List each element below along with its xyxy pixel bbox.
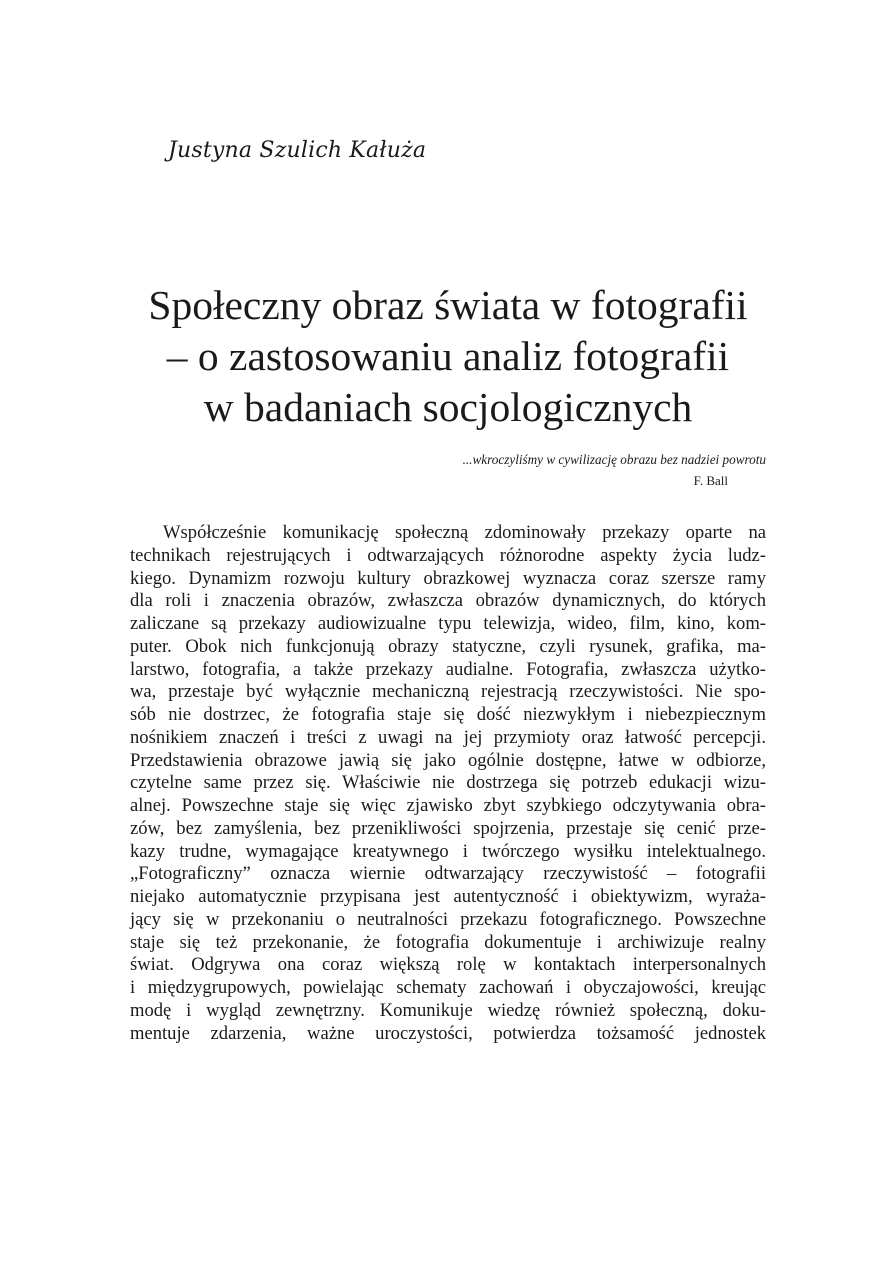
text-line: puter. Obok nich funkcjonują obrazy statyczne, czyli rysunek, grafika, ma- — [130, 635, 766, 657]
epigraph-quote: ...wkroczyliśmy w cywilizację obrazu bez nadziei powrotu — [462, 452, 766, 467]
text-line: alnej. Powszechne staje się więc zjawisko zbyt szybkiego odczytywania obra- — [130, 795, 766, 816]
text-line: kazy trudne, wymagające kreatywnego i twórczego wysiłku intelektualnego. — [130, 840, 766, 862]
text-line: mentuje zdarzenia, ważne uroczystości, potwierdza tożsamość jednostek — [130, 1022, 766, 1044]
author-name: Justyna Szulich Kałuża — [168, 138, 427, 163]
text-line: modę i wygląd zewnętrzny. Komunikuje wiedzę również społeczną, doku- — [130, 999, 766, 1021]
text-line: nośnikiem znaczeń i treści z uwagi na jej przymioty oraz łatwość percepcji. — [130, 726, 766, 748]
text-line: sób nie dostrzec, że fotografia staje się dość niezwykłym i niebezpiecznym — [130, 704, 766, 725]
text-line: zaliczane są przekazy audiowizualne typu telewizja, wideo, film, kino, kom- — [130, 613, 766, 634]
text-line: wa, przestaje być wyłącznie mechaniczną rejestracją rzeczywistości. Nie spo- — [130, 681, 766, 703]
text-line: Współcześnie komunikację społeczną zdominowały przekazy oparte na — [163, 522, 766, 543]
text-line: larstwo, fotografia, a także przekazy audialne. Fotografia, zwłaszcza użytko- — [130, 658, 766, 680]
text-line: i międzygrupowych, powielając schematy zachowań i obyczajowości, kreując — [130, 977, 766, 998]
title-line: – o zastosowaniu analiz fotografii — [166, 333, 730, 379]
epigraph-attribution: F. Ball — [693, 473, 728, 488]
text-line: zów, bez zamyślenia, bez przenikliwości spojrzenia, przestaje się cenić prze- — [130, 817, 766, 839]
text-line: czytelne same przez się. Właściwie nie dostrzega się potrzeb edukacji wizu- — [130, 772, 766, 794]
article-title — [100, 280, 796, 433]
text-line: staje się też przekonanie, że fotografia dokumentuje i archiwizuje realny — [130, 931, 766, 953]
text-line: kiego. Dynamizm rozwoju kultury obrazkowej wyznacza coraz szersze ramy — [130, 567, 766, 589]
text-line: dla roli i znaczenia obrazów, zwłaszcza obrazów dynamicznych, do których — [130, 590, 766, 612]
text-line: technikach rejestrujących i odtwarzających różnorodne aspekty życia ludz- — [130, 544, 766, 566]
title-line: Społeczny obraz świata w fotografii — [148, 282, 748, 328]
text-line: świat. Odgrywa ona coraz większą rolę w kontaktach interpersonalnych — [130, 954, 766, 976]
text-line: „Fotograficzny” oznacza wiernie odtwarzający rzeczywistość – fotografii — [130, 863, 766, 885]
text-line: niejako automatycznie przypisana jest autentyczność i obiektywizm, wyraża- — [130, 886, 766, 907]
body-paragraph — [130, 522, 766, 1045]
text-line: Przedstawienia obrazowe jawią się jako ogólnie dostępne, łatwe w odbiorze, — [130, 749, 766, 771]
text-line: jący się w przekonaniu o neutralności przekazu fotograficznego. Powszechne — [130, 908, 766, 930]
title-line: w badaniach socjologicznych — [203, 384, 693, 430]
